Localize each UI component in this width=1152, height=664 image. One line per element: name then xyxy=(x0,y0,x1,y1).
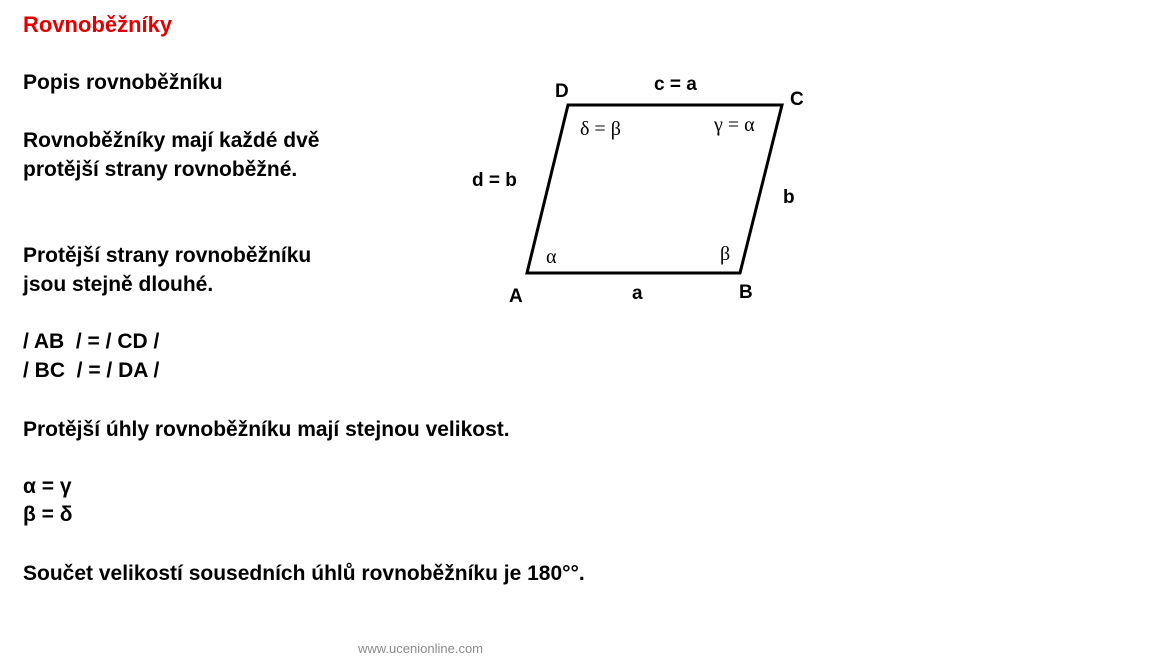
angle-delta-label: δ = β xyxy=(580,118,621,140)
footer-url: www.ucenionline.com xyxy=(358,641,484,656)
paragraph-line: Protější úhly rovnoběžníku mají stejnou velikost. xyxy=(23,418,510,441)
angles-equation: β = δ xyxy=(23,503,73,526)
vertex-d-label: D xyxy=(555,81,569,102)
vertex-a-label: A xyxy=(509,286,523,307)
paragraph-line: Protější strany rovnoběžníku xyxy=(23,244,312,267)
angle-alpha-label: α xyxy=(546,246,557,268)
page-title: Rovnoběžníky xyxy=(23,12,173,37)
angle-gamma-label: γ = α xyxy=(714,114,755,136)
vertex-b-label: B xyxy=(739,282,753,303)
paragraph-line: jsou stejně dlouhé. xyxy=(23,273,214,296)
side-b-label: b xyxy=(783,187,795,208)
sides-equation: / BC / = / DA / xyxy=(23,359,160,382)
paragraph-line: protější strany rovnoběžné. xyxy=(23,158,298,181)
paragraph-line: Rovnoběžníky mají každé dvě xyxy=(23,129,320,152)
angle-beta-label: β xyxy=(720,243,731,265)
sides-equation: / AB / = / CD / xyxy=(23,330,160,353)
side-d-label: d = b xyxy=(472,170,517,191)
vertex-c-label: C xyxy=(790,89,804,110)
section-heading: Popis rovnoběžníku xyxy=(23,71,223,94)
side-c-label: c = a xyxy=(654,74,697,95)
side-a-label: a xyxy=(632,283,643,304)
angles-equation: α = γ xyxy=(23,475,72,498)
paragraph-line: Součet velikostí sousedních úhlů rovnoběžníku je 180°°. xyxy=(23,562,585,585)
